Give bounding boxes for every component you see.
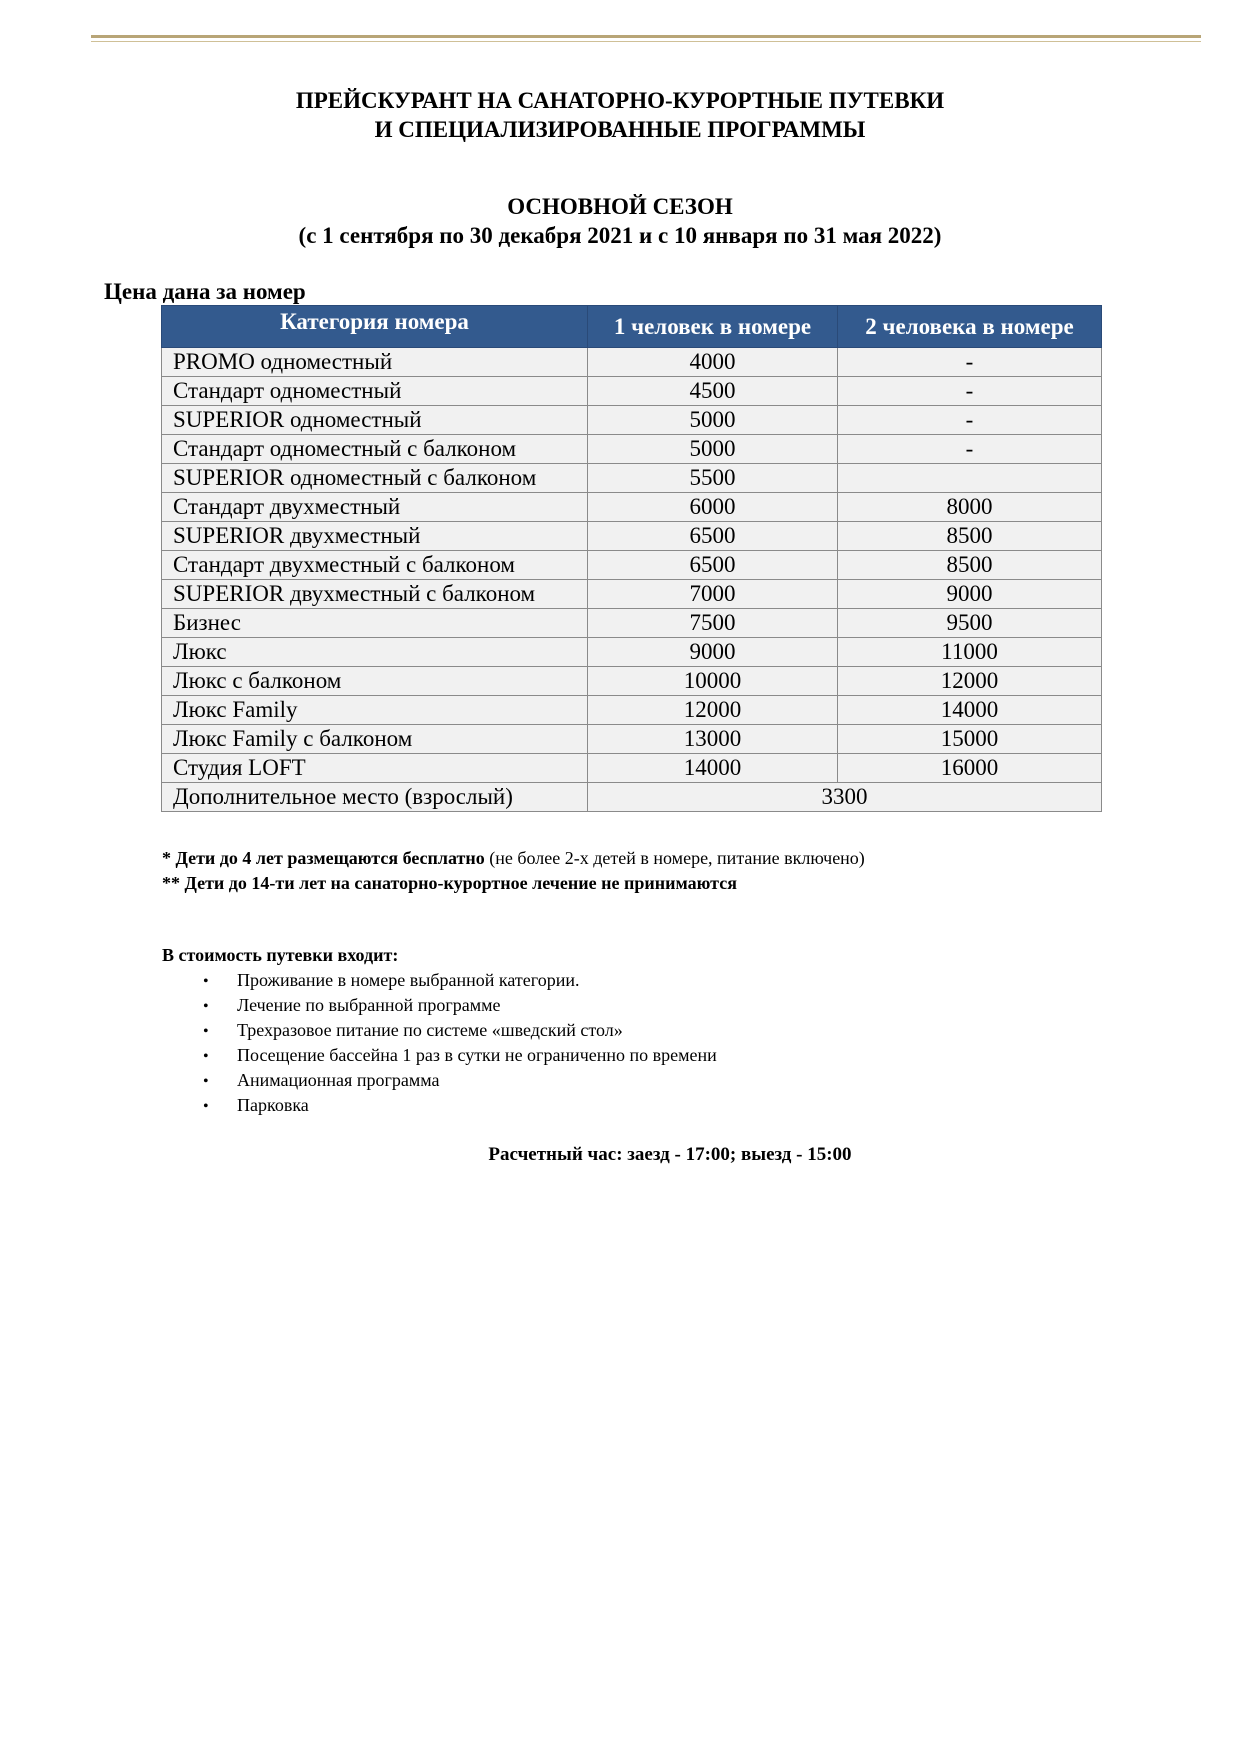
list-item-text: Проживание в номере выбранной категории. — [237, 970, 580, 990]
room-category: SUPERIOR одноместный — [162, 406, 588, 435]
room-category: SUPERIOR двухместный — [162, 522, 588, 551]
included-list — [162, 969, 717, 1119]
table-row — [162, 522, 1102, 551]
bullet-icon: • — [203, 1048, 209, 1065]
table-row — [162, 348, 1102, 377]
price-two-persons: 9500 — [838, 609, 1102, 638]
price-one-person: 12000 — [588, 696, 838, 725]
price-table — [161, 305, 1102, 812]
season-dates: (с 1 сентября по 30 декабря 2021 и с 10 января по 31 мая 2022) — [298, 223, 942, 248]
price-two-persons — [838, 464, 1102, 493]
table-row-extra-bed — [162, 783, 1102, 812]
room-category: Бизнес — [162, 609, 588, 638]
price-one-person: 13000 — [588, 725, 838, 754]
room-category: Стандарт двухместный — [162, 493, 588, 522]
table-row — [162, 551, 1102, 580]
list-item-text: Парковка — [237, 1095, 309, 1115]
room-category: Стандарт одноместный — [162, 377, 588, 406]
price-two-persons: 8500 — [838, 522, 1102, 551]
header-rule-thin — [91, 41, 1201, 42]
table-row — [162, 609, 1102, 638]
table-row — [162, 580, 1102, 609]
list-item — [162, 1019, 717, 1044]
price-one-person: 6000 — [588, 493, 838, 522]
table-row — [162, 377, 1102, 406]
footnote-children-free-detail: (не более 2-х детей в номере, питание включено) — [484, 848, 865, 868]
table-row — [162, 464, 1102, 493]
list-item-text: Трехразовое питание по системе «шведский стол» — [237, 1020, 623, 1040]
table-row — [162, 754, 1102, 783]
price-two-persons: 11000 — [838, 638, 1102, 667]
bullet-icon: • — [203, 1023, 209, 1040]
document-title-line2: И СПЕЦИАЛИЗИРОВАННЫЕ ПРОГРАММЫ — [374, 117, 866, 142]
price-one-person: 9000 — [588, 638, 838, 667]
room-category: SUPERIOR двухместный с балконом — [162, 580, 588, 609]
room-category: Люкс — [162, 638, 588, 667]
list-item — [162, 1069, 717, 1094]
extra-bed-category: Дополнительное место (взрослый) — [162, 783, 588, 812]
price-one-person: 5000 — [588, 406, 838, 435]
table-row — [162, 725, 1102, 754]
list-item — [162, 1044, 717, 1069]
room-category: Стандарт двухместный с балконом — [162, 551, 588, 580]
document-title-line1: ПРЕЙСКУРАНТ НА САНАТОРНО-КУРОРТНЫЕ ПУТЕВКИ — [295, 88, 945, 113]
room-category: Студия LOFT — [162, 754, 588, 783]
price-one-person: 5000 — [588, 435, 838, 464]
price-two-persons: - — [838, 406, 1102, 435]
checkout-time: Расчетный час: заезд - 17:00; выезд - 15:00 — [488, 1144, 852, 1165]
price-one-person: 14000 — [588, 754, 838, 783]
price-two-persons: 12000 — [838, 667, 1102, 696]
list-item-text: Лечение по выбранной программе — [237, 995, 501, 1015]
room-category: Стандарт одноместный с балконом — [162, 435, 588, 464]
footnote-children-free — [162, 847, 865, 869]
price-two-persons: - — [838, 435, 1102, 464]
price-two-persons: - — [838, 348, 1102, 377]
price-one-person: 6500 — [588, 551, 838, 580]
included-title: В стоимость путевки входит: — [162, 945, 399, 965]
price-one-person: 10000 — [588, 667, 838, 696]
room-category: Люкс Family с балконом — [162, 725, 588, 754]
list-item — [162, 994, 717, 1019]
bullet-icon: • — [203, 1098, 209, 1115]
price-two-persons: - — [838, 377, 1102, 406]
table-row — [162, 493, 1102, 522]
price-two-persons: 8500 — [838, 551, 1102, 580]
price-one-person: 4000 — [588, 348, 838, 377]
column-header-category: Категория номера — [162, 306, 588, 348]
price-two-persons: 9000 — [838, 580, 1102, 609]
price-two-persons: 16000 — [838, 754, 1102, 783]
bullet-icon: • — [203, 973, 209, 990]
list-item — [162, 1094, 717, 1119]
price-one-person: 4500 — [588, 377, 838, 406]
list-item-text: Анимационная программа — [237, 1070, 440, 1090]
column-header-one-person: 1 человек в номере — [588, 306, 838, 348]
price-one-person: 7000 — [588, 580, 838, 609]
list-item — [162, 969, 717, 994]
header-rule — [91, 35, 1201, 38]
table-header-row — [162, 306, 1102, 348]
bullet-icon: • — [203, 1073, 209, 1090]
table-row — [162, 696, 1102, 725]
price-one-person: 7500 — [588, 609, 838, 638]
list-item-text: Посещение бассейна 1 раз в сутки не ограниченно по времени — [237, 1045, 717, 1065]
table-row — [162, 435, 1102, 464]
price-two-persons: 8000 — [838, 493, 1102, 522]
column-header-two-persons: 2 человека в номере — [838, 306, 1102, 348]
room-category: Люкс Family — [162, 696, 588, 725]
price-two-persons: 15000 — [838, 725, 1102, 754]
price-one-person: 6500 — [588, 522, 838, 551]
footnote-children-free-bold: * Дети до 4 лет размещаются бесплатно — [162, 848, 485, 868]
room-category: Люкс с балконом — [162, 667, 588, 696]
price-two-persons: 14000 — [838, 696, 1102, 725]
season-title: ОСНОВНОЙ СЕЗОН — [507, 194, 733, 219]
table-row — [162, 638, 1102, 667]
room-category: SUPERIOR одноместный с балконом — [162, 464, 588, 493]
room-category: PROMO одноместный — [162, 348, 588, 377]
price-one-person: 5500 — [588, 464, 838, 493]
table-row — [162, 667, 1102, 696]
bullet-icon: • — [203, 998, 209, 1015]
footnote-age-limit: ** Дети до 14-ти лет на санаторно-курортное лечение не принимаются — [162, 873, 737, 893]
price-note: Цена дана за номер — [104, 279, 306, 304]
table-row — [162, 406, 1102, 435]
extra-bed-price: 3300 — [588, 783, 1102, 812]
